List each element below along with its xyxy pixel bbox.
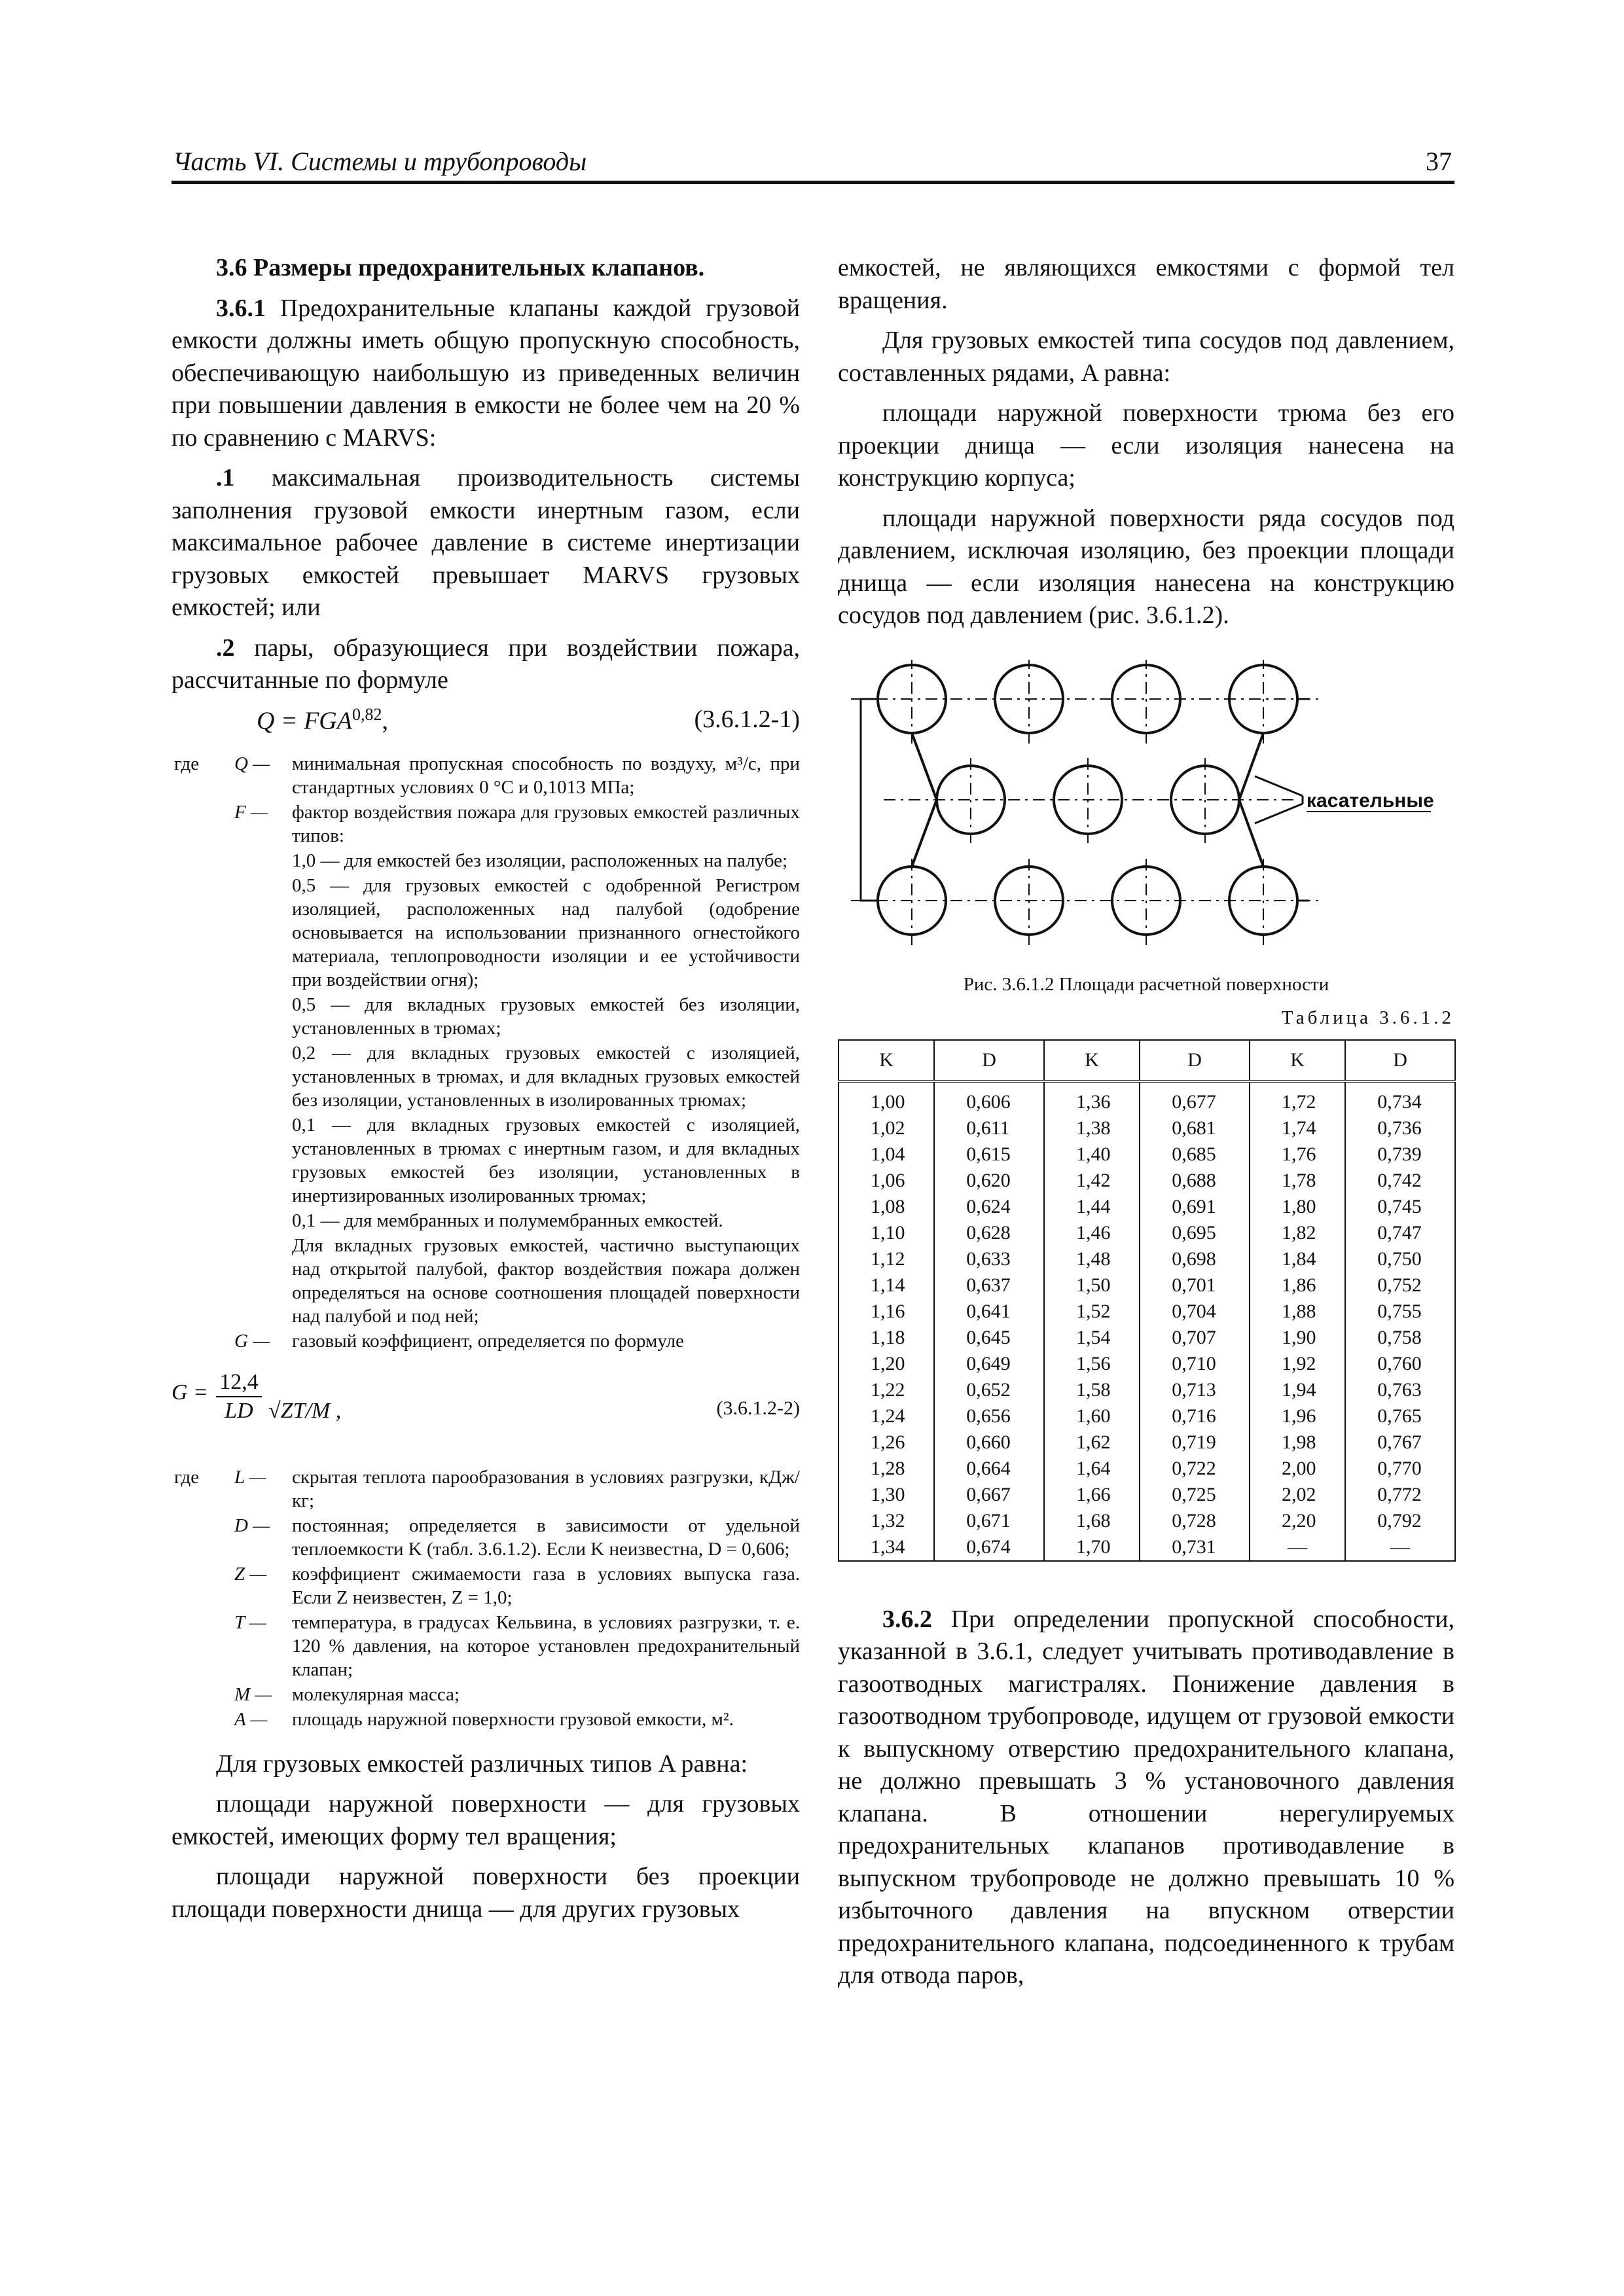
table-cell: 0,747 bbox=[1345, 1220, 1455, 1246]
definitions-1 bbox=[171, 752, 800, 1353]
paragraph-a-types: Для грузовых емкостей различных типов A равна: bbox=[216, 1749, 748, 1778]
table-cell: 0,713 bbox=[1140, 1377, 1250, 1403]
paragraph-a-other: площади наружной поверхности без проекции площади поверхности днища — для других грузовых bbox=[171, 1863, 800, 1923]
table-cell: 0,691 bbox=[1140, 1194, 1250, 1220]
f-value: 0,1 — для мембранных и полумембранных емкостей. bbox=[292, 1210, 723, 1231]
header-title: Часть VI. Системы и трубопроводы bbox=[173, 147, 587, 176]
table-cell: 1,22 bbox=[839, 1377, 934, 1403]
formula-root: √ZT/M , bbox=[268, 1398, 342, 1423]
table-caption: Таблица 3.6.1.2 bbox=[1281, 1007, 1454, 1028]
def-q: Q — минимальная пропускная способность по воздуху, м³/с, при стандартных условиях 0 °С и 0,1013 МПа; bbox=[234, 753, 800, 798]
table-cell: 1,50 bbox=[1044, 1272, 1140, 1299]
table-cell: 1,78 bbox=[1250, 1168, 1345, 1194]
running-header bbox=[171, 145, 1454, 184]
right-column bbox=[838, 252, 1454, 2000]
paragraph-3-6-1 bbox=[171, 293, 800, 455]
table-cell: 1,60 bbox=[1044, 1403, 1140, 1429]
def-f: F — фактор воздействия пожара для грузовых емкостей различных типов: bbox=[234, 801, 800, 846]
table-row bbox=[839, 1272, 1455, 1299]
def-g: G — газовый коэффициент, определяется по формуле bbox=[234, 1330, 684, 1352]
table-cell: — bbox=[1250, 1534, 1345, 1561]
table-cell: 2,20 bbox=[1250, 1508, 1345, 1534]
paragraph-continuation: емкостей, не являющихся емкостями с формой тел вращения. bbox=[838, 254, 1454, 314]
table-row bbox=[839, 1168, 1455, 1194]
table-cell: 1,02 bbox=[839, 1115, 934, 1141]
section-title: 3.6 Размеры предохранительных клапанов. bbox=[216, 254, 705, 281]
table-cell: 1,28 bbox=[839, 1456, 934, 1482]
table-cell: 0,734 bbox=[1345, 1081, 1455, 1115]
table-row bbox=[839, 1141, 1455, 1168]
table-cell: 0,671 bbox=[934, 1508, 1044, 1534]
table-cell: 0,649 bbox=[934, 1351, 1044, 1377]
table-cell: 1,96 bbox=[1250, 1403, 1345, 1429]
column-header: K bbox=[839, 1040, 934, 1081]
table-row bbox=[839, 1456, 1455, 1482]
table-cell: 1,10 bbox=[839, 1220, 934, 1246]
table-cell: 0,755 bbox=[1345, 1299, 1455, 1325]
f-note: Для вкладных грузовых емкостей, частично выступающих над открытой палубой, фактор воздействия пожара должен определяться на основе соотношения площадей поверхности над палубой и под ней; bbox=[292, 1234, 800, 1327]
formula-1 bbox=[171, 705, 800, 743]
table-cell: 0,645 bbox=[934, 1325, 1044, 1351]
table-cell: 0,763 bbox=[1345, 1377, 1455, 1403]
paragraph-3-6-2 bbox=[838, 1604, 1454, 1992]
item-number: .1 bbox=[216, 464, 235, 492]
column-header: K bbox=[1250, 1040, 1345, 1081]
f-value: 1,0 — для емкостей без изоляции, расположенных на палубе; bbox=[292, 850, 788, 871]
formula-expression: Q = FGA$^{0,82}$, bbox=[257, 704, 388, 735]
item-1 bbox=[171, 462, 800, 624]
table-cell: 0,652 bbox=[934, 1377, 1044, 1403]
def-m: M — молекулярная масса; bbox=[234, 1683, 460, 1705]
table-cell: 0,725 bbox=[1140, 1482, 1250, 1508]
table-cell: 0,695 bbox=[1140, 1220, 1250, 1246]
formula-number: (3.6.1.2-1) bbox=[694, 705, 800, 733]
clause-number: 3.6.2 bbox=[882, 1605, 932, 1633]
formula-lhs: G = bbox=[171, 1380, 208, 1405]
f-value: 0,2 — для вкладных грузовых емкостей с изоляцией, установленных в трюмах, и для вкладных грузовых емкостей без изоляции, установленных в изолированных трюмах; bbox=[292, 1042, 800, 1111]
table-cell: 0,742 bbox=[1345, 1168, 1455, 1194]
table-cell: 1,54 bbox=[1044, 1325, 1140, 1351]
table-cell: 0,667 bbox=[934, 1482, 1044, 1508]
table-cell: 0,736 bbox=[1345, 1115, 1455, 1141]
table-cell: 0,710 bbox=[1140, 1351, 1250, 1377]
item-text: максимальная производительность системы заполнения грузовой емкости инертным газом, если максимальное рабочее давление в системе инертизации грузовых емкостей превышает MARVS грузовых емкостей; или bbox=[171, 464, 800, 621]
table-cell: 0,701 bbox=[1140, 1272, 1250, 1299]
table-cell: 0,674 bbox=[934, 1534, 1044, 1561]
clause-text: При определении пропускной способности, указанной в 3.6.1, следует учитывать противодавление в газоотводных магистралях. Понижение давления в газоотводном трубопроводе, идущем от грузовой емкости к выпускному отверстию предохранительного клапана, не должно превышать 3 % установочного давления клапана. В отношении нерегулируемых предохранительных клапанов противодавление в выпускном трубопроводе не должно превышать 10 % избыточного давления на впускном отверстии предохранительного клапана, подсоединенного к трубам для отвода паров, bbox=[838, 1605, 1454, 1989]
formula-number: (3.6.1.2-2) bbox=[716, 1397, 800, 1419]
table-header-row bbox=[839, 1040, 1455, 1081]
item-2 bbox=[171, 632, 800, 697]
table-cell: 0,606 bbox=[934, 1081, 1044, 1115]
table-row bbox=[839, 1299, 1455, 1325]
formula-exponent: 0,82 bbox=[352, 704, 382, 724]
table-cell: 0,677 bbox=[1140, 1081, 1250, 1115]
table-cell: 1,84 bbox=[1250, 1246, 1345, 1272]
table-cell: 1,24 bbox=[839, 1403, 934, 1429]
table-cell: 1,94 bbox=[1250, 1377, 1345, 1403]
table-cell: 1,48 bbox=[1044, 1246, 1140, 1272]
table-cell: 1,46 bbox=[1044, 1220, 1140, 1246]
column-header: D bbox=[1140, 1040, 1250, 1081]
column-header: K bbox=[1044, 1040, 1140, 1081]
table-cell: 1,14 bbox=[839, 1272, 934, 1299]
table-cell: 0,637 bbox=[934, 1272, 1044, 1299]
table-cell: 0,760 bbox=[1345, 1351, 1455, 1377]
column-header: D bbox=[934, 1040, 1044, 1081]
table-cell: 0,722 bbox=[1140, 1456, 1250, 1482]
formula-fraction: $\frac{12,4}{LD}$ bbox=[216, 1370, 262, 1424]
table-cell: — bbox=[1345, 1534, 1455, 1561]
table-cell: 0,620 bbox=[934, 1168, 1044, 1194]
table-row bbox=[839, 1377, 1455, 1403]
table-cell: 0,698 bbox=[1140, 1246, 1250, 1272]
table-row bbox=[839, 1081, 1455, 1115]
table-cell: 1,34 bbox=[839, 1534, 934, 1561]
figure-caption: Рис. 3.6.1.2 Площади расчетной поверхности bbox=[963, 973, 1329, 995]
table-cell: 1,62 bbox=[1044, 1429, 1140, 1456]
f-value: 0,5 — для грузовых емкостей с одобренной Регистром изоляцией, расположенных над палубой (одобрение основывается на использовании признанного огнестойкого материала, теплопроводности изоляции и ее устойчивости при воздействии огня); bbox=[292, 874, 800, 990]
table-row bbox=[839, 1351, 1455, 1377]
table-cell: 0,792 bbox=[1345, 1508, 1455, 1534]
table-cell: 0,731 bbox=[1140, 1534, 1250, 1561]
table-cell: 1,38 bbox=[1044, 1115, 1140, 1141]
f-value: 0,1 — для вкладных грузовых емкостей с изоляцией, установленных в трюмах с инертным газом, и для вкладных грузовых емкостей без изоляции, установленных в инертизированных изолированных трюмах; bbox=[292, 1114, 800, 1206]
tangents-label: касательные bbox=[1307, 789, 1434, 812]
table-cell: 0,611 bbox=[934, 1115, 1044, 1141]
table-cell: 1,74 bbox=[1250, 1115, 1345, 1141]
paragraph-vessel-insulation: площади наружной поверхности ряда сосудов под давлением, исключая изоляцию, без проекции площади днища — если изоляция нанесена на конструкцию сосудов под давлением (рис. 3.6.1.2). bbox=[838, 504, 1454, 629]
table-cell: 1,12 bbox=[839, 1246, 934, 1272]
table-cell: 0,745 bbox=[1345, 1194, 1455, 1220]
table-row bbox=[839, 1115, 1455, 1141]
table-cell: 1,18 bbox=[839, 1325, 934, 1351]
table-cell: 1,04 bbox=[839, 1141, 934, 1168]
table-cell: 0,688 bbox=[1140, 1168, 1250, 1194]
table-cell: 0,628 bbox=[934, 1220, 1044, 1246]
table-cell: 1,52 bbox=[1044, 1299, 1140, 1325]
page-number: 37 bbox=[1426, 147, 1452, 176]
table-cell: 0,664 bbox=[934, 1456, 1044, 1482]
table-cell: 1,86 bbox=[1250, 1272, 1345, 1299]
table-cell: 0,752 bbox=[1345, 1272, 1455, 1299]
table-cell: 1,72 bbox=[1250, 1081, 1345, 1115]
table-cell: 0,770 bbox=[1345, 1456, 1455, 1482]
table-cell: 1,00 bbox=[839, 1081, 934, 1115]
table-cell: 1,66 bbox=[1044, 1482, 1140, 1508]
table-cell: 1,32 bbox=[839, 1508, 934, 1534]
table-cell: 1,42 bbox=[1044, 1168, 1140, 1194]
table-cell: 1,44 bbox=[1044, 1194, 1140, 1220]
table-row bbox=[839, 1194, 1455, 1220]
table-cell: 1,40 bbox=[1044, 1141, 1140, 1168]
table-cell: 0,615 bbox=[934, 1141, 1044, 1168]
table-row bbox=[839, 1246, 1455, 1272]
table-cell: 1,26 bbox=[839, 1429, 934, 1456]
formula-2 bbox=[171, 1370, 800, 1448]
table-cell: 2,02 bbox=[1250, 1482, 1345, 1508]
item-text: пары, образующиеся при воздействии пожара, рассчитанные по формуле bbox=[171, 634, 800, 694]
table-cell: 1,16 bbox=[839, 1299, 934, 1325]
table-row bbox=[839, 1508, 1455, 1534]
table-cell: 1,58 bbox=[1044, 1377, 1140, 1403]
table-cell: 0,656 bbox=[934, 1403, 1044, 1429]
table-cell: 1,92 bbox=[1250, 1351, 1345, 1377]
paragraph-a-revolution: площади наружной поверхности — для грузовых емкостей, имеющих форму тел вращения; bbox=[171, 1790, 800, 1850]
table-cell: 0,758 bbox=[1345, 1325, 1455, 1351]
vessels-diagram bbox=[838, 660, 1454, 967]
table-cell: 0,719 bbox=[1140, 1429, 1250, 1456]
table-cell: 0,641 bbox=[934, 1299, 1044, 1325]
table-cell: 1,82 bbox=[1250, 1220, 1345, 1246]
left-column bbox=[171, 252, 800, 1933]
paragraph-pressure-vessels: Для грузовых емкостей типа сосудов под давлением, составленных рядами, A равна: bbox=[838, 327, 1454, 387]
table-row bbox=[839, 1325, 1455, 1351]
table-row bbox=[839, 1220, 1455, 1246]
table-cell: 1,98 bbox=[1250, 1429, 1345, 1456]
table-cell: 1,68 bbox=[1044, 1508, 1140, 1534]
table-cell: 1,08 bbox=[839, 1194, 934, 1220]
table-cell: 1,36 bbox=[1044, 1081, 1140, 1115]
table-body bbox=[839, 1081, 1455, 1561]
where-label: где bbox=[174, 1466, 200, 1488]
table-cell: 0,707 bbox=[1140, 1325, 1250, 1351]
table-cell: 1,20 bbox=[839, 1351, 934, 1377]
table-cell: 1,64 bbox=[1044, 1456, 1140, 1482]
table-cell: 1,70 bbox=[1044, 1534, 1140, 1561]
table-cell: 2,00 bbox=[1250, 1456, 1345, 1482]
table-cell: 1,80 bbox=[1250, 1194, 1345, 1220]
table-cell: 0,765 bbox=[1345, 1403, 1455, 1429]
item-number: .2 bbox=[216, 634, 235, 662]
def-t: T — температура, в градусах Кельвина, в условиях разгрузки, т. е. 120 % давления, на которое установлен предохранительный клапан; bbox=[234, 1611, 800, 1680]
table-cell: 0,660 bbox=[934, 1429, 1044, 1456]
def-l: L — скрытая теплота парообразования в условиях разгрузки, кДж/кг; bbox=[234, 1466, 800, 1511]
table-cell: 0,633 bbox=[934, 1246, 1044, 1272]
table-row bbox=[839, 1403, 1455, 1429]
table-cell: 1,76 bbox=[1250, 1141, 1345, 1168]
column-header: D bbox=[1345, 1040, 1455, 1081]
table-cell: 1,88 bbox=[1250, 1299, 1345, 1325]
table-cell: 1,06 bbox=[839, 1168, 934, 1194]
table-cell: 0,716 bbox=[1140, 1403, 1250, 1429]
table-cell: 0,624 bbox=[934, 1194, 1044, 1220]
def-a: A — площадь наружной поверхности грузовой емкости, м². bbox=[234, 1708, 734, 1730]
table-cell: 0,750 bbox=[1345, 1246, 1455, 1272]
table-cell: 1,30 bbox=[839, 1482, 934, 1508]
table-cell: 0,767 bbox=[1345, 1429, 1455, 1456]
table-cell: 0,728 bbox=[1140, 1508, 1250, 1534]
table-cell: 0,681 bbox=[1140, 1115, 1250, 1141]
table-row bbox=[839, 1482, 1455, 1508]
table-cell: 0,739 bbox=[1345, 1141, 1455, 1168]
table-cell: 0,704 bbox=[1140, 1299, 1250, 1325]
table-row bbox=[839, 1534, 1455, 1561]
table-cell: 1,90 bbox=[1250, 1325, 1345, 1351]
clause-text: Предохранительные клапаны каждой грузовой емкости должны иметь общую пропускную способность, обеспечивающую наибольшую из приведенных величин при повышении давления в емкости не более чем на 20 % по сравнению с MARVS: bbox=[171, 294, 800, 452]
table-cell: 0,685 bbox=[1140, 1141, 1250, 1168]
table-cell: 0,772 bbox=[1345, 1482, 1455, 1508]
where-label: где bbox=[174, 753, 200, 774]
def-d: D — постоянная; определяется в зависимости от удельной теплоемкости K (табл. 3.6.1.2). Если K неизвестна, D = 0,606; bbox=[234, 1515, 800, 1560]
table-row bbox=[839, 1429, 1455, 1456]
k-d-table bbox=[838, 1039, 1456, 1562]
paragraph-hull-insulation: площади наружной поверхности трюма без его проекции днища — если изоляция нанесена на конструкцию корпуса; bbox=[838, 399, 1454, 492]
table-cell: 1,56 bbox=[1044, 1351, 1140, 1377]
def-z: Z — коэффициент сжимаемости газа в условиях выпуска газа. Если Z неизвестен, Z = 1,0; bbox=[234, 1563, 800, 1608]
clause-number: 3.6.1 bbox=[216, 294, 266, 322]
f-value: 0,5 — для вкладных грузовых емкостей без изоляции, установленных в трюмах; bbox=[292, 994, 800, 1039]
definitions-2 bbox=[171, 1465, 800, 1731]
figure-3-6-1-2 bbox=[838, 660, 1454, 967]
